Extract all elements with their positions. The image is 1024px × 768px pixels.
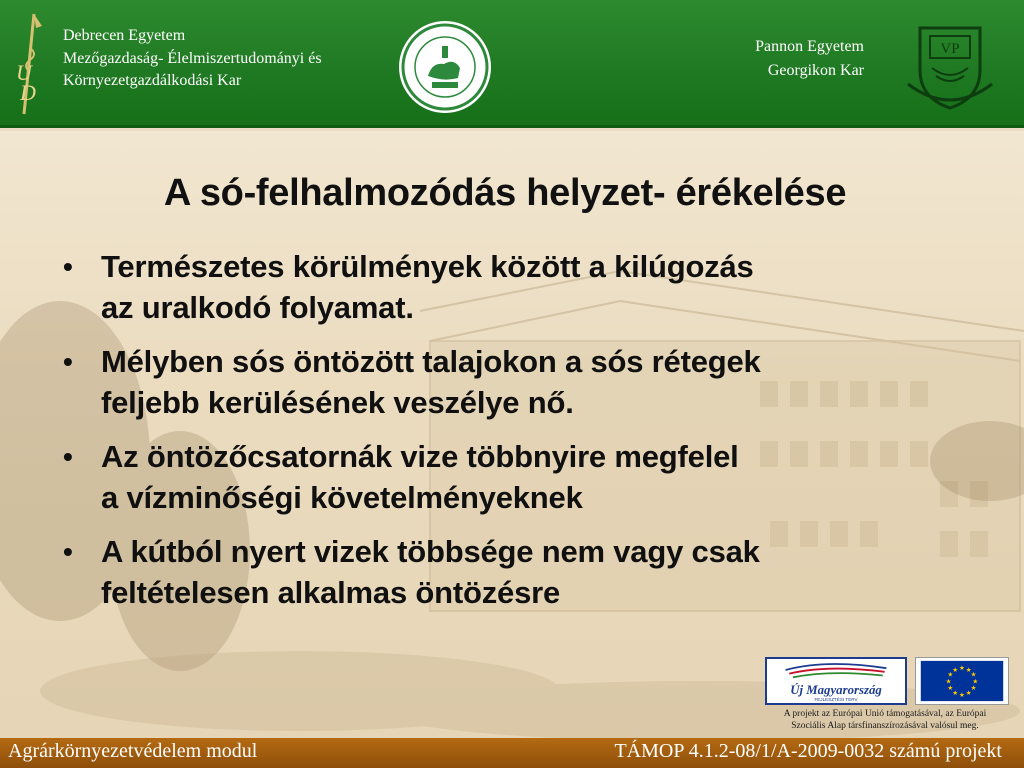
eu-star-icon: ★ xyxy=(959,664,965,672)
bullet-line: a vízminőségi követelményeknek xyxy=(101,480,583,515)
bullet-dot-icon: • xyxy=(63,346,73,377)
svg-text:D: D xyxy=(20,80,36,105)
right-institution-line-2: Georgikon Kar xyxy=(767,62,864,79)
bullet-line: Mélyben sós öntözött talajokon a sós rétegek xyxy=(101,344,761,379)
eu-star-icon: ★ xyxy=(947,685,954,693)
seal-year: 1868 xyxy=(438,90,452,96)
eu-star-icon: ★ xyxy=(945,678,952,686)
bullet-line: feltételesen alkalmas öntözésre xyxy=(101,575,561,610)
bullet-line: Az öntözőcsatornák vize többnyire megfelel xyxy=(101,439,739,474)
funding-caption xyxy=(760,708,1010,732)
faculty-seal-logo xyxy=(398,20,492,114)
right-institution-line-1: Pannon Egyetem xyxy=(755,38,864,55)
bullet-line: feljebb kerülésének veszélye nő. xyxy=(101,385,574,420)
bullet-list xyxy=(60,246,980,626)
eu-star-icon: ★ xyxy=(970,671,977,679)
slide-title: A só-felhalmozódás helyzet- érékelése xyxy=(163,172,847,214)
left-institution-line-2: Mezőgazdaság- Élelmiszertudományi és xyxy=(63,49,322,67)
header-bar xyxy=(0,0,1024,128)
crest-letters: VP xyxy=(940,41,960,57)
uj-magyarorszag-text: Új Magyarország xyxy=(790,682,882,697)
left-institution-name xyxy=(63,25,322,93)
bullet-dot-icon: • xyxy=(63,441,73,472)
eu-star-icon: ★ xyxy=(952,690,959,698)
footer-module-name: Agrárkörnyezetvédelem modul xyxy=(8,740,258,762)
footer-bar xyxy=(0,738,1024,768)
eu-star-icon: ★ xyxy=(947,671,954,679)
eu-star-icon: ★ xyxy=(959,691,965,699)
bullet-line: az uralkodó folyamat. xyxy=(101,290,414,325)
svg-text:U: U xyxy=(16,60,32,85)
bullet-dot-icon: • xyxy=(63,536,73,567)
bullet-line: Természetes körülmények között a kilúgozás xyxy=(101,249,754,284)
eu-flag-icon xyxy=(915,657,1009,705)
funding-caption-line-1: A projekt az Európai Unió támogatásával, az Európai xyxy=(783,709,987,719)
eu-star-icon: ★ xyxy=(970,685,977,693)
eu-star-icon: ★ xyxy=(965,690,972,698)
eu-star-icon: ★ xyxy=(972,678,979,686)
bullet-item xyxy=(60,341,980,423)
bullet-line: A kútból nyert vizek többsége nem vagy csak xyxy=(101,534,760,569)
funding-caption-line-2: Szociális Alap társfinanszírozásával valósul meg. xyxy=(791,721,979,731)
bullet-item xyxy=(60,246,980,328)
eu-star-icon: ★ xyxy=(965,666,972,674)
right-institution-name xyxy=(755,35,864,83)
bullet-dot-icon: • xyxy=(63,251,73,282)
left-institution-line-3: Környezetgazdálkodási Kar xyxy=(63,72,242,89)
bullet-item xyxy=(60,531,980,613)
footer-project-id: TÁMOP 4.1.2-08/1/A-2009-0032 számú projekt xyxy=(614,740,1002,762)
university-of-debrecen-logo xyxy=(8,8,52,118)
pannon-university-crest-logo xyxy=(902,18,998,114)
left-institution-line-1: Debrecen Egyetem xyxy=(63,27,186,44)
uj-magyarorszag-logo xyxy=(765,657,907,705)
eu-star-icon: ★ xyxy=(952,666,959,674)
bullet-item xyxy=(60,436,980,518)
funding-logos xyxy=(763,657,1011,707)
fejlesztesi-terv-text: FEJLESZTÉSI TERV xyxy=(814,697,858,703)
